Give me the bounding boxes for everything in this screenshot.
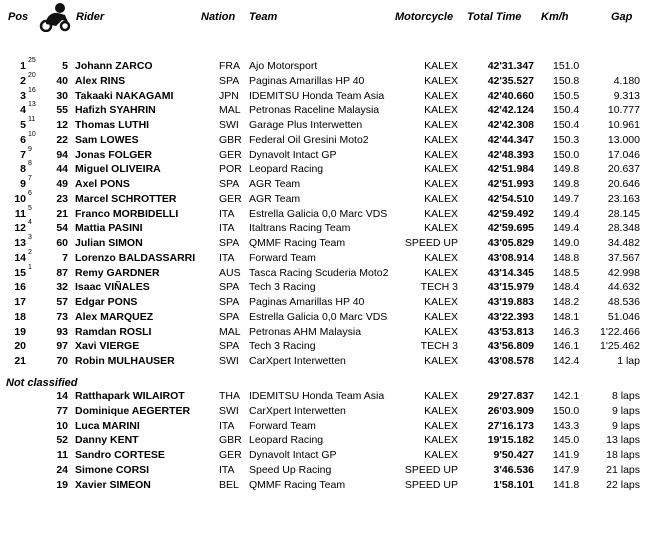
table-row xyxy=(0,59,650,74)
motorcycle-cell: SPEED UP xyxy=(404,237,458,249)
team-cell: Leopard Racing xyxy=(249,434,324,447)
nation-cell: ITA xyxy=(219,222,235,235)
rider-number-cell: 5 xyxy=(62,60,68,72)
table-row xyxy=(0,145,650,163)
total-time-cell: 43'15.979 xyxy=(487,281,534,294)
rider-number-cell: 49 xyxy=(56,178,68,190)
rider-name-cell: Luca MARINI xyxy=(75,419,140,432)
speed-cell: 149.7 xyxy=(553,192,580,205)
rider-name-cell: Xavi VIERGE xyxy=(75,340,140,353)
position-cell: 3 xyxy=(20,89,26,102)
position-cell: 10 xyxy=(14,192,26,205)
total-time-cell: 42'35.527 xyxy=(487,74,534,87)
nation-cell: SPA xyxy=(219,74,240,87)
table-row xyxy=(0,389,650,404)
position-cell: 21 xyxy=(14,355,26,367)
speed-cell: 146.1 xyxy=(553,340,580,353)
motorcycle-cell: KALEX xyxy=(424,266,458,279)
table-row xyxy=(0,310,650,325)
total-time-cell: 43'14.345 xyxy=(487,266,534,279)
table-row xyxy=(0,325,650,340)
grid-position-cell: 11 xyxy=(28,116,36,123)
rider-name-cell: Marcel SCHROTTER xyxy=(75,192,177,205)
nation-cell: SPA xyxy=(219,281,240,294)
speed-cell: 149.4 xyxy=(553,207,580,220)
total-time-cell: 42'48.393 xyxy=(487,148,534,161)
team-cell: Paginas Amarillas HP 40 xyxy=(249,296,365,308)
nation-cell: FRA xyxy=(219,60,240,72)
table-row xyxy=(0,404,650,419)
table-row xyxy=(0,463,650,478)
table-row xyxy=(0,295,650,310)
total-time-cell: 42'51.984 xyxy=(487,163,534,176)
rider-number-cell: 93 xyxy=(56,325,68,338)
gap-cell: 17.046 xyxy=(607,148,640,161)
table-row xyxy=(0,130,650,148)
rider-name-cell: Danny KENT xyxy=(75,434,139,447)
speed-cell: 142.1 xyxy=(553,390,580,402)
grid-position-cell: 20 xyxy=(28,71,36,79)
rider-number-cell: 54 xyxy=(56,222,68,235)
table-row xyxy=(0,339,650,354)
rider-name-cell: Simone CORSI xyxy=(75,463,150,476)
rider-name-cell: Ratthapark WILAIROT xyxy=(75,390,185,402)
total-time-cell: 42'59.695 xyxy=(487,222,534,235)
position-cell: 15 xyxy=(14,266,26,279)
total-time-cell: 43'53.813 xyxy=(487,325,534,338)
total-time-cell: 19'15.182 xyxy=(487,434,534,447)
nation-cell: POR xyxy=(219,163,242,176)
speed-cell: 142.4 xyxy=(553,355,580,367)
rider-name-cell: Isaac VIÑALES xyxy=(75,281,150,294)
team-cell: Federal Oil Gresini Moto2 xyxy=(249,133,369,146)
rider-number-cell: 55 xyxy=(56,104,68,117)
speed-cell: 147.9 xyxy=(553,463,580,476)
team-cell: Dynavolt Intact GP xyxy=(249,148,337,161)
table-row xyxy=(0,263,650,281)
rider-number-cell: 23 xyxy=(56,192,68,205)
motorcycle-cell: KALEX xyxy=(424,133,458,146)
team-cell: IDEMITSU Honda Team Asia xyxy=(249,89,385,102)
rider-name-cell: Xavier SIMEON xyxy=(75,478,151,491)
gap-cell: 1 lap xyxy=(617,355,640,367)
nation-cell: SWI xyxy=(219,404,239,417)
nation-cell: AUS xyxy=(219,266,241,279)
grid-position-cell: 3 xyxy=(28,234,32,241)
speed-cell: 150.5 xyxy=(553,89,580,102)
speed-cell: 149.8 xyxy=(553,178,580,190)
motorcycle-cell: KALEX xyxy=(424,119,458,131)
motorcycle-cell: KALEX xyxy=(424,419,458,432)
rider-name-cell: Ramdan ROSLI xyxy=(75,325,152,338)
rider-name-cell: Robin MULHAUSER xyxy=(75,355,175,367)
motorcycle-cell: KALEX xyxy=(424,163,458,176)
grid-position-cell: 5 xyxy=(28,204,32,212)
speed-cell: 150.0 xyxy=(553,404,580,417)
rider-number-cell: 94 xyxy=(56,148,68,161)
team-cell: AGR Team xyxy=(249,178,301,190)
position-cell: 9 xyxy=(20,178,26,190)
table-row xyxy=(0,280,650,295)
team-cell: Estrella Galicia 0,0 Marc VDS xyxy=(249,310,388,323)
total-time-cell: 26'03.909 xyxy=(487,404,534,417)
total-time-cell: 42'54.510 xyxy=(487,192,534,205)
motorcycle-cell: KALEX xyxy=(424,390,458,402)
team-cell: Forward Team xyxy=(249,251,316,264)
motorcycle-cell: KALEX xyxy=(424,355,458,367)
motorcycle-cell: KALEX xyxy=(424,148,458,161)
motorcycle-cell: KALEX xyxy=(424,60,458,72)
header-team: Team xyxy=(249,11,278,23)
grid-position-cell: 9 xyxy=(28,145,32,153)
rider-number-cell: 21 xyxy=(56,207,68,220)
team-cell: Ajo Motorsport xyxy=(249,60,318,72)
nation-cell: ITA xyxy=(219,251,235,264)
rider-number-cell: 73 xyxy=(56,310,68,323)
motorcycle-cell: KALEX xyxy=(424,74,458,87)
gap-cell: 10.961 xyxy=(607,119,640,131)
rider-number-cell: 14 xyxy=(56,390,68,402)
table-row xyxy=(0,354,650,369)
team-cell: IDEMITSU Honda Team Asia xyxy=(249,390,385,402)
gap-cell: 34.482 xyxy=(607,237,640,249)
position-cell: 14 xyxy=(14,251,26,264)
nation-cell: SWI xyxy=(219,119,239,131)
speed-cell: 141.8 xyxy=(553,478,580,491)
total-time-cell: 42'31.347 xyxy=(487,60,534,72)
total-time-cell: 43'08.914 xyxy=(487,251,534,264)
team-cell: Italtrans Racing Team xyxy=(249,222,351,235)
nation-cell: JPN xyxy=(219,89,239,102)
rider-name-cell: Hafizh SYAHRIN xyxy=(75,104,156,117)
team-cell: Speed Up Racing xyxy=(249,463,332,476)
header-kmh: Km/h xyxy=(541,11,569,23)
rider-name-cell: Dominique AEGERTER xyxy=(75,404,191,417)
position-cell: 5 xyxy=(20,119,26,131)
rider-number-cell: 30 xyxy=(56,89,68,102)
total-time-cell: 42'51.993 xyxy=(487,178,534,190)
speed-cell: 148.4 xyxy=(553,281,580,294)
motorcycle-cell: KALEX xyxy=(424,325,458,338)
nation-cell: SPA xyxy=(219,237,240,249)
motorcycle-cell: KALEX xyxy=(424,89,458,102)
team-cell: QMMF Racing Team xyxy=(249,478,346,491)
grid-position-cell: 1 xyxy=(28,263,32,271)
rider-number-cell: 87 xyxy=(56,266,68,279)
nation-cell: GER xyxy=(219,449,242,461)
nation-cell: GBR xyxy=(219,133,242,146)
team-cell: CarXpert Interwetten xyxy=(249,355,346,367)
nation-cell: SWI xyxy=(219,355,239,367)
gap-cell: 1'22.466 xyxy=(600,325,640,338)
team-cell: Forward Team xyxy=(249,419,316,432)
motorcycle-cell: KALEX xyxy=(424,434,458,447)
total-time-cell: 43'08.578 xyxy=(487,355,534,367)
table-row xyxy=(0,221,650,236)
rider-number-cell: 57 xyxy=(56,296,68,308)
rider-name-cell: Sandro CORTESE xyxy=(75,449,165,461)
team-cell: Tech 3 Racing xyxy=(249,340,316,353)
gap-cell: 1'25.462 xyxy=(600,340,640,353)
speed-cell: 148.8 xyxy=(553,251,580,264)
speed-cell: 150.4 xyxy=(553,119,580,131)
rider-name-cell: Lorenzo BALDASSARRI xyxy=(75,251,196,264)
position-cell: 20 xyxy=(14,340,26,353)
rider-name-cell: Sam LOWES xyxy=(75,133,139,146)
table-row xyxy=(0,248,650,266)
motorcycle-cell: KALEX xyxy=(424,192,458,205)
total-time-cell: 9'50.427 xyxy=(493,449,534,461)
rider-name-cell: Mattia PASINI xyxy=(75,222,143,235)
team-cell: Petronas Raceline Malaysia xyxy=(249,104,380,117)
rider-name-cell: Jonas FOLGER xyxy=(75,148,153,161)
rider-number-cell: 12 xyxy=(56,119,68,131)
position-cell: 6 xyxy=(20,133,26,146)
grid-position-cell: 4 xyxy=(28,219,32,227)
speed-cell: 149.4 xyxy=(553,222,580,235)
speed-cell: 149.8 xyxy=(553,163,580,176)
speed-cell: 150.3 xyxy=(553,133,580,146)
grid-position-cell: 16 xyxy=(28,86,36,94)
speed-cell: 145.0 xyxy=(553,434,580,447)
gap-cell: 37.567 xyxy=(607,251,640,264)
motorcycle-cell: KALEX xyxy=(424,207,458,220)
table-row xyxy=(0,86,650,104)
position-cell: 1 xyxy=(20,60,26,72)
header-total-time: Total Time xyxy=(467,11,522,23)
gap-cell: 9 laps xyxy=(611,419,640,432)
rider-number-cell: 77 xyxy=(56,404,68,417)
team-cell: QMMF Racing Team xyxy=(249,237,346,249)
table-row xyxy=(0,162,650,177)
table-row xyxy=(0,71,650,89)
total-time-cell: 43'56.809 xyxy=(487,340,534,353)
grid-position-cell: 2 xyxy=(28,248,32,256)
total-time-cell: 27'16.173 xyxy=(487,419,534,432)
gap-cell: 9 laps xyxy=(611,404,640,417)
rider-name-cell: Franco MORBIDELLI xyxy=(75,207,179,220)
header-rider: Rider xyxy=(76,11,105,23)
speed-cell: 150.0 xyxy=(553,148,580,161)
rider-name-cell: Thomas LUTHI xyxy=(75,119,150,131)
not-classified-heading: Not classified xyxy=(6,377,78,389)
grid-position-cell: 7 xyxy=(28,175,32,182)
nation-cell: THA xyxy=(219,390,240,402)
rider-number-cell: 24 xyxy=(56,463,68,476)
table-row xyxy=(0,433,650,448)
grid-position-cell: 8 xyxy=(28,160,32,168)
team-cell: Tech 3 Racing xyxy=(249,281,316,294)
table-row xyxy=(0,478,650,493)
nation-cell: MAL xyxy=(219,325,241,338)
nation-cell: ITA xyxy=(219,207,235,220)
team-cell: AGR Team xyxy=(249,192,301,205)
rider-number-cell: 40 xyxy=(56,74,68,87)
table-row xyxy=(0,448,650,463)
position-cell: 11 xyxy=(14,207,26,220)
table-row xyxy=(0,103,650,118)
rider-name-cell: Julian SIMON xyxy=(75,237,143,249)
rider-number-cell: 10 xyxy=(56,419,68,432)
gap-cell: 48.536 xyxy=(607,296,640,308)
header-pos: Pos xyxy=(8,11,29,23)
gap-cell: 8 laps xyxy=(611,390,640,402)
table-row xyxy=(0,204,650,222)
team-cell: Dynavolt Intact GP xyxy=(249,449,337,461)
motorcycle-cell: KALEX xyxy=(424,404,458,417)
table-row xyxy=(0,419,650,434)
team-cell: Garage Plus Interwetten xyxy=(249,119,363,131)
gap-cell: 51.046 xyxy=(607,310,640,323)
team-cell: Petronas AHM Malaysia xyxy=(249,325,362,338)
total-time-cell: 42'44.347 xyxy=(487,133,534,146)
gap-cell: 42.998 xyxy=(607,266,640,279)
rider-name-cell: Alex RINS xyxy=(75,74,126,87)
total-time-cell: 42'40.660 xyxy=(487,89,534,102)
total-time-cell: 42'42.308 xyxy=(487,119,534,131)
position-cell: 8 xyxy=(20,163,26,176)
rider-name-cell: Axel PONS xyxy=(75,178,130,190)
gap-cell: 22 laps xyxy=(606,478,640,491)
speed-cell: 151.0 xyxy=(553,60,580,72)
speed-cell: 150.8 xyxy=(553,74,580,87)
nation-cell: ITA xyxy=(219,419,235,432)
position-cell: 17 xyxy=(14,296,26,308)
motorcycle-cell: KALEX xyxy=(424,296,458,308)
team-cell: Estrella Galicia 0,0 Marc VDS xyxy=(249,207,388,220)
total-time-cell: 43'19.883 xyxy=(487,296,534,308)
motorcycle-cell: KALEX xyxy=(424,251,458,264)
motorcycle-rider-icon xyxy=(38,2,72,32)
rider-number-cell: 22 xyxy=(56,133,68,146)
motorcycle-cell: SPEED UP xyxy=(404,478,458,491)
motorcycle-cell: KALEX xyxy=(424,222,458,235)
total-time-cell: 29'27.837 xyxy=(487,390,534,402)
speed-cell: 148.1 xyxy=(553,310,580,323)
table-header xyxy=(0,0,650,36)
position-cell: 2 xyxy=(20,74,26,87)
rider-name-cell: Remy GARDNER xyxy=(75,266,160,279)
rider-name-cell: Alex MARQUEZ xyxy=(75,310,154,323)
table-row xyxy=(0,118,650,133)
nation-cell: ITA xyxy=(219,463,235,476)
header-gap: Gap xyxy=(611,11,633,23)
nation-cell: GBR xyxy=(219,434,242,447)
gap-cell: 18 laps xyxy=(606,449,640,461)
speed-cell: 149.0 xyxy=(553,237,580,249)
gap-cell: 20.646 xyxy=(607,178,640,190)
rider-name-cell: Johann ZARCO xyxy=(75,60,153,72)
speed-cell: 150.4 xyxy=(553,104,580,117)
rider-number-cell: 44 xyxy=(56,163,68,176)
team-cell: Leopard Racing xyxy=(249,163,324,176)
rider-number-cell: 70 xyxy=(56,355,68,367)
gap-cell: 13.000 xyxy=(607,133,640,146)
nation-cell: BEL xyxy=(219,478,239,491)
rider-name-cell: Takaaki NAKAGAMI xyxy=(75,89,174,102)
header-motorcycle: Motorcycle xyxy=(395,11,454,23)
position-cell: 13 xyxy=(14,237,26,249)
grid-position-cell: 10 xyxy=(28,130,36,138)
gap-cell: 9.313 xyxy=(613,89,640,102)
speed-cell: 146.3 xyxy=(553,325,580,338)
grid-position-cell: 25 xyxy=(28,57,36,64)
position-cell: 12 xyxy=(14,222,26,235)
header-nation: Nation xyxy=(201,11,236,23)
gap-cell: 20.637 xyxy=(607,163,640,176)
rider-number-cell: 11 xyxy=(56,449,68,461)
rider-name-cell: Miguel OLIVEIRA xyxy=(75,163,161,176)
motorcycle-cell: TECH 3 xyxy=(420,340,458,353)
nation-cell: SPA xyxy=(219,340,240,353)
position-cell: 7 xyxy=(20,148,26,161)
total-time-cell: 3'46.536 xyxy=(493,463,534,476)
team-cell: Paginas Amarillas HP 40 xyxy=(249,74,365,87)
nation-cell: SPA xyxy=(219,296,240,308)
speed-cell: 148.2 xyxy=(553,296,580,308)
position-cell: 4 xyxy=(20,104,26,117)
motorcycle-cell: KALEX xyxy=(424,449,458,461)
nation-cell: GER xyxy=(219,148,242,161)
gap-cell: 44.632 xyxy=(607,281,640,294)
gap-cell: 4.180 xyxy=(613,74,640,87)
table-row xyxy=(0,189,650,207)
table-row xyxy=(0,236,650,251)
motorcycle-cell: KALEX xyxy=(424,104,458,117)
speed-cell: 148.5 xyxy=(553,266,580,279)
position-cell: 18 xyxy=(14,310,26,323)
gap-cell: 10.777 xyxy=(607,104,640,117)
nation-cell: MAL xyxy=(219,104,241,117)
gap-cell: 28.145 xyxy=(607,207,640,220)
total-time-cell: 42'59.492 xyxy=(487,207,534,220)
gap-cell: 23.163 xyxy=(607,192,640,205)
speed-cell: 141.9 xyxy=(553,449,580,461)
motorcycle-cell: KALEX xyxy=(424,178,458,190)
nation-cell: SPA xyxy=(219,178,240,190)
rider-number-cell: 32 xyxy=(56,281,68,294)
gap-cell: 28.348 xyxy=(607,222,640,235)
gap-cell: 21 laps xyxy=(606,463,640,476)
rider-number-cell: 19 xyxy=(56,478,68,491)
position-cell: 16 xyxy=(14,281,26,294)
motorcycle-cell: KALEX xyxy=(424,310,458,323)
total-time-cell: 43'22.393 xyxy=(487,310,534,323)
total-time-cell: 1'58.101 xyxy=(493,478,534,491)
rider-number-cell: 7 xyxy=(62,251,68,264)
rider-number-cell: 60 xyxy=(56,237,68,249)
grid-position-cell: 13 xyxy=(28,101,36,109)
nation-cell: GER xyxy=(219,192,242,205)
team-cell: Tasca Racing Scuderia Moto2 xyxy=(249,266,389,279)
motorcycle-cell: TECH 3 xyxy=(420,281,458,294)
table-row xyxy=(0,177,650,192)
rider-name-cell: Edgar PONS xyxy=(75,296,138,308)
nation-cell: SPA xyxy=(219,310,240,323)
position-cell: 19 xyxy=(14,325,26,338)
gap-cell: 13 laps xyxy=(606,434,640,447)
total-time-cell: 43'05.829 xyxy=(487,237,534,249)
rider-number-cell: 52 xyxy=(56,434,68,447)
grid-position-cell: 6 xyxy=(28,189,32,197)
total-time-cell: 42'42.124 xyxy=(487,104,534,117)
speed-cell: 143.3 xyxy=(553,419,580,432)
motorcycle-cell: SPEED UP xyxy=(404,463,458,476)
rider-number-cell: 97 xyxy=(56,340,68,353)
team-cell: CarXpert Interwetten xyxy=(249,404,346,417)
